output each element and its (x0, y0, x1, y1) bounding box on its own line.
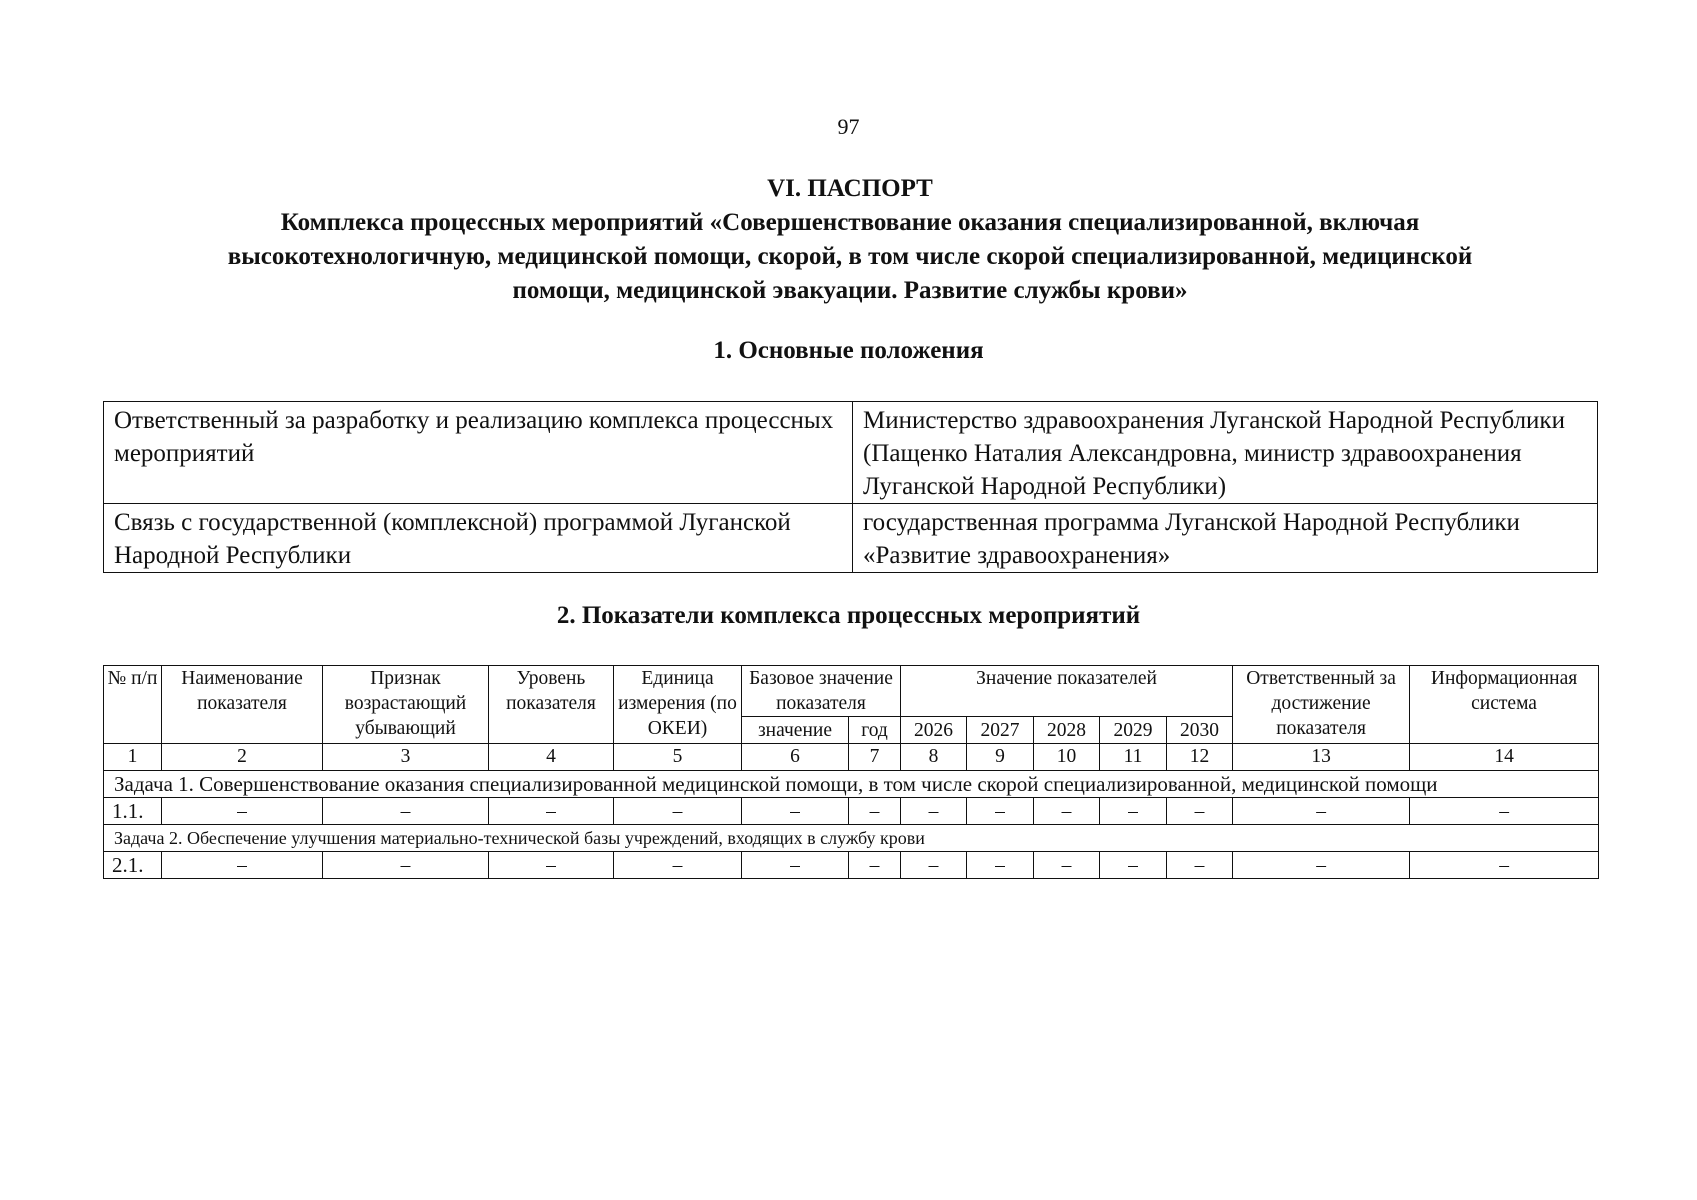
table-cell: – (1410, 852, 1599, 879)
col-header-year: 2029 (1100, 717, 1167, 744)
table-cell: – (849, 852, 901, 879)
column-number: 14 (1410, 744, 1599, 771)
col-header-base: Базовое значение показателя (742, 666, 901, 717)
table-row (104, 402, 1598, 504)
column-number-row (104, 744, 1599, 771)
table-cell: – (614, 798, 742, 825)
row-number: 1.1. (104, 798, 162, 825)
col-header-num: № п/п (104, 666, 162, 744)
table-cell: – (1167, 798, 1233, 825)
table-cell: – (1233, 852, 1410, 879)
col-header-name: Наименование показателя (162, 666, 323, 744)
section-heading-basics: 1. Основные положения (713, 337, 984, 364)
table-cell: – (489, 798, 614, 825)
table-cell: – (742, 852, 849, 879)
header-row (104, 666, 1599, 717)
col-header-year: 2028 (1034, 717, 1100, 744)
column-number: 7 (849, 744, 901, 771)
column-number: 4 (489, 744, 614, 771)
column-number: 10 (1034, 744, 1100, 771)
table-cell: – (489, 852, 614, 879)
basics-table (103, 401, 1598, 573)
column-number: 8 (901, 744, 967, 771)
table-cell: – (162, 852, 323, 879)
basics-value: Министерство здравоохранения Луганской Народной Республики (Пащенко Наталия Александровна, министр здравоохранения Луганской Народной Республики) (853, 402, 1598, 504)
table-row (104, 504, 1598, 573)
task-row (104, 825, 1599, 852)
table-row (104, 798, 1599, 825)
document-title (130, 172, 1570, 308)
column-number: 1 (104, 744, 162, 771)
table-cell: – (1034, 852, 1100, 879)
title-line: VI. ПАСПОРТ (767, 175, 933, 202)
table-cell: – (742, 798, 849, 825)
section-heading-indicators: 2. Показатели комплекса процессных мероприятий (556, 602, 1141, 629)
col-header-values: Значение показателей (901, 666, 1233, 717)
table-cell: – (901, 798, 967, 825)
table-cell: – (1410, 798, 1599, 825)
table-cell: – (1100, 798, 1167, 825)
col-header-base-value: значение (742, 717, 849, 744)
table-cell: – (1034, 798, 1100, 825)
task-title: Задача 2. Обеспечение улучшения материально-технической базы учреждений, входящих в службу крови (104, 825, 1599, 852)
column-number: 5 (614, 744, 742, 771)
column-number: 2 (162, 744, 323, 771)
row-number: 2.1. (104, 852, 162, 879)
col-header-responsible: Ответственный за достижение показателя (1233, 666, 1410, 744)
table-row (104, 852, 1599, 879)
table-cell: – (1167, 852, 1233, 879)
table-cell: – (162, 798, 323, 825)
title-line: помощи, медицинской эвакуации. Развитие службы крови» (512, 277, 1188, 304)
indicators-table (103, 665, 1599, 879)
col-header-base-year: год (849, 717, 901, 744)
table-cell: – (967, 852, 1034, 879)
task-row (104, 771, 1599, 798)
table-cell: – (1100, 852, 1167, 879)
table-cell: – (901, 852, 967, 879)
table-cell: – (849, 798, 901, 825)
column-number: 3 (323, 744, 489, 771)
table-cell: – (1233, 798, 1410, 825)
column-number: 12 (1167, 744, 1233, 771)
table-cell: – (614, 852, 742, 879)
column-number: 11 (1100, 744, 1167, 771)
table-cell: – (323, 852, 489, 879)
column-number: 9 (967, 744, 1034, 771)
page-number: 97 (837, 114, 860, 139)
col-header-unit: Единица измерения (по ОКЕИ) (614, 666, 742, 744)
table-cell: – (323, 798, 489, 825)
task-title: Задача 1. Совершенствование оказания специализированной медицинской помощи, в том числе скорой специализированной, медицинской помощи (104, 771, 1599, 798)
table-cell: – (967, 798, 1034, 825)
basics-value: государственная программа Луганской Народной Республики «Развитие здравоохранения» (853, 504, 1598, 573)
basics-label: Ответственный за разработку и реализацию комплекса процессных мероприятий (104, 402, 853, 504)
col-header-year: 2030 (1167, 717, 1233, 744)
title-line: Комплекса процессных мероприятий «Совершенствование оказания специализированной, включая (280, 209, 1420, 236)
col-header-year: 2026 (901, 717, 967, 744)
column-number: 13 (1233, 744, 1410, 771)
col-header-sign: Признак возрастающий убывающий (323, 666, 489, 744)
column-number: 6 (742, 744, 849, 771)
basics-label: Связь с государственной (комплексной) программой Луганской Народной Республики (104, 504, 853, 573)
col-header-system: Информационная система (1410, 666, 1599, 744)
col-header-level: Уровень показателя (489, 666, 614, 744)
col-header-year: 2027 (967, 717, 1034, 744)
title-line: высокотехнологичную, медицинской помощи, скорой, в том числе скорой специализированной, медицинской (227, 243, 1473, 270)
